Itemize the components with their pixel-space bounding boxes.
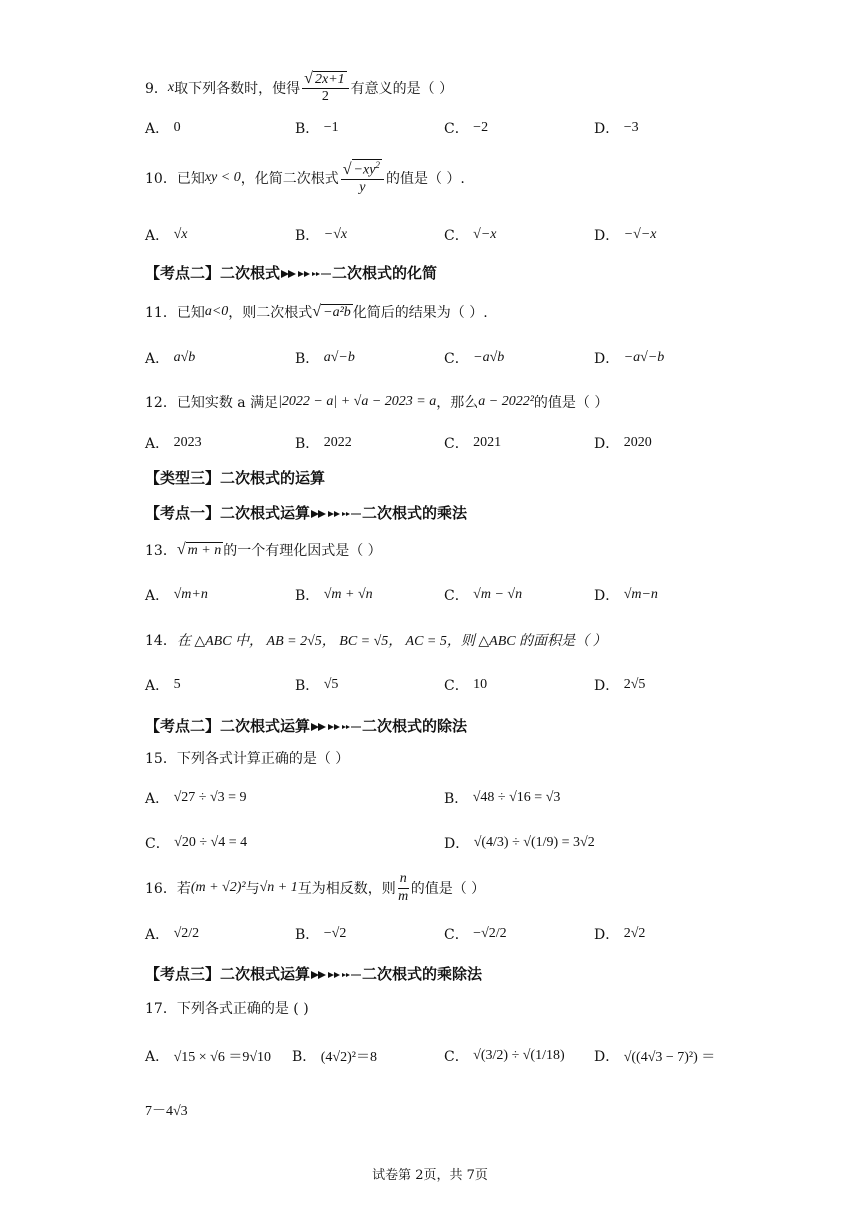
q17-option-d-continuation: 7－4√3 [145,1104,188,1119]
q9-fraction: √ 2x+1 2 [302,71,349,105]
q17-option-d: D． √((4√3 − 7)²) ＝ [594,1049,716,1065]
q16-expr1: (m + √2)² [190,880,246,895]
q10-option-b: B． −√x [295,227,348,244]
q11-option-c: C． −a√b [444,350,505,367]
q15-option-a: A． √27 ÷ √3 = 9 [145,790,247,807]
q16-option-c: C． −√2/2 [444,926,507,943]
arrow-icon [311,969,361,981]
q13-radical: √ m + n [176,541,222,559]
question-17: 17． 下列各式正确的是 ( ) [145,988,309,1028]
section-heading-simplify: 【考点二】二次根式 二次根式的化简 [145,264,438,282]
q16-option-b: B． −√2 [295,926,347,943]
section-heading-type3: 【类型三】二次根式的运算 [145,469,326,487]
q17-number: 17． [145,1001,177,1017]
q16-number: 16． [145,881,177,897]
page-footer: 试卷第 2页，共 7页 [372,1168,488,1183]
q9-text: 取下列各数时，使得 [174,81,301,97]
question-10: 10． 已知 xy < 0 ，化简二次根式 √ $-xy^2$ y 的值是（ ）. [145,160,465,196]
q9-radicand: 2x+1 [314,71,345,87]
question-11: 11． 已知 a<0 ，则二次根式 √ −a²b 化简后的结果为（ ）. [145,303,488,321]
q14-option-a: A． 5 [145,677,181,694]
q12-option-a: A． 2023 [145,435,202,452]
q14-number: 14． [145,633,177,649]
q15-number: 15． [145,751,177,767]
q15-option-c: C． √20 ÷ √4 = 4 [145,835,248,852]
q9-option-b: B． −1 [295,120,339,137]
q17-option-b: B． (4√2)²＝8 [292,1049,377,1065]
q17-option-c: C． √(3/2) ÷ √(1/18) [444,1048,565,1065]
q13-option-a: A． √m+n [145,587,208,604]
section-heading-multiplication: 【考点一】二次根式运算 二次根式的乘法 [145,504,468,522]
q12-option-b: B． 2022 [295,435,352,452]
question-12: 12． 已知实数 a 满足 |2022 − a| + √a − 2023 = a ，那么 a − 2022² 的值是（ ） [145,394,609,411]
q11-number: 11． [145,305,177,321]
q10-condition: xy < 0 [204,170,241,185]
q11-option-b: B． a√−b [295,350,355,367]
q9-option-c: C． −2 [444,120,489,137]
question-15: 15． 下列各式计算正确的是（ ） [145,738,349,778]
arrow-icon [311,721,361,733]
q9-denominator: 2 [321,89,329,105]
q10-option-c: C． √−x [444,227,497,244]
q12-number: 12． [145,395,177,411]
q15-option-d: D． √(4/3) ÷ √(1/9) = 3√2 [444,835,595,852]
q12-option-c: C． 2021 [444,435,502,452]
q10-number: 10． [145,171,177,187]
q13-number: 13． [145,543,177,559]
q9-text-end: 有意义的是（ ） [350,81,454,97]
q11-option-d: D． −a√−b [594,350,665,367]
q9-var: x [167,80,175,95]
question-16: 16． 若 (m + √2)² 与 √n + 1 互为相反数，则 $\frac{n}{m}$ 的值是（ ） [145,871,486,904]
q11-radical: √ −a²b [312,303,351,321]
q11-option-a: A． a√b [145,350,196,367]
q16-expr2: √n + 1 [259,880,298,895]
q11-condition: a<0 [204,304,229,319]
question-14: 14． 在 △ABC 中， AB = 2√5， BC = √5， AC = 5，则 △ABC 的面积是（ ） [145,620,607,660]
q14-option-b: B． √5 [295,677,339,694]
arrow-icon [311,508,361,520]
q10-option-a: A． √x [145,227,188,244]
question-9 [145,68,453,108]
q14-option-c: C． 10 [444,677,488,694]
arrow-icon [281,268,331,280]
q9-number: 9． [145,81,168,97]
q15-option-b: B． √48 ÷ √16 = √3 [444,790,561,807]
question-13: 13． √ m + n 的一个有理化因式是（ ） [145,541,382,559]
q9-option-a: A． 0 [145,120,181,137]
q12-equation: |2022 − a| + √a − 2023 = a [278,394,437,409]
q14-option-d: D． 2√5 [594,677,646,694]
q16-option-a: A． √2/2 [145,926,200,943]
section-heading-mul-div: 【考点三】二次根式运算 二次根式的乘除法 [145,965,483,983]
q13-option-d: D． √m−n [594,587,658,604]
q16-option-d: D． 2√2 [594,926,646,943]
section-heading-division: 【考点二】二次根式运算 二次根式的除法 [145,717,468,735]
q12-expression: a − 2022² [478,394,534,409]
q9-option-d: D． −3 [594,120,639,137]
q13-option-c: C． √m − √n [444,587,523,604]
q17-option-a: A． √15 × √6 ＝9√10 [145,1049,272,1065]
q10-option-d: D． −√−x [594,227,657,244]
q16-fraction: $\frac{n}{m}$ [398,871,409,904]
q13-option-b: B． √m + √n [295,587,373,604]
q12-option-d: D． 2020 [594,435,652,452]
q10-fraction: √ $-xy^2$ y [341,159,384,196]
